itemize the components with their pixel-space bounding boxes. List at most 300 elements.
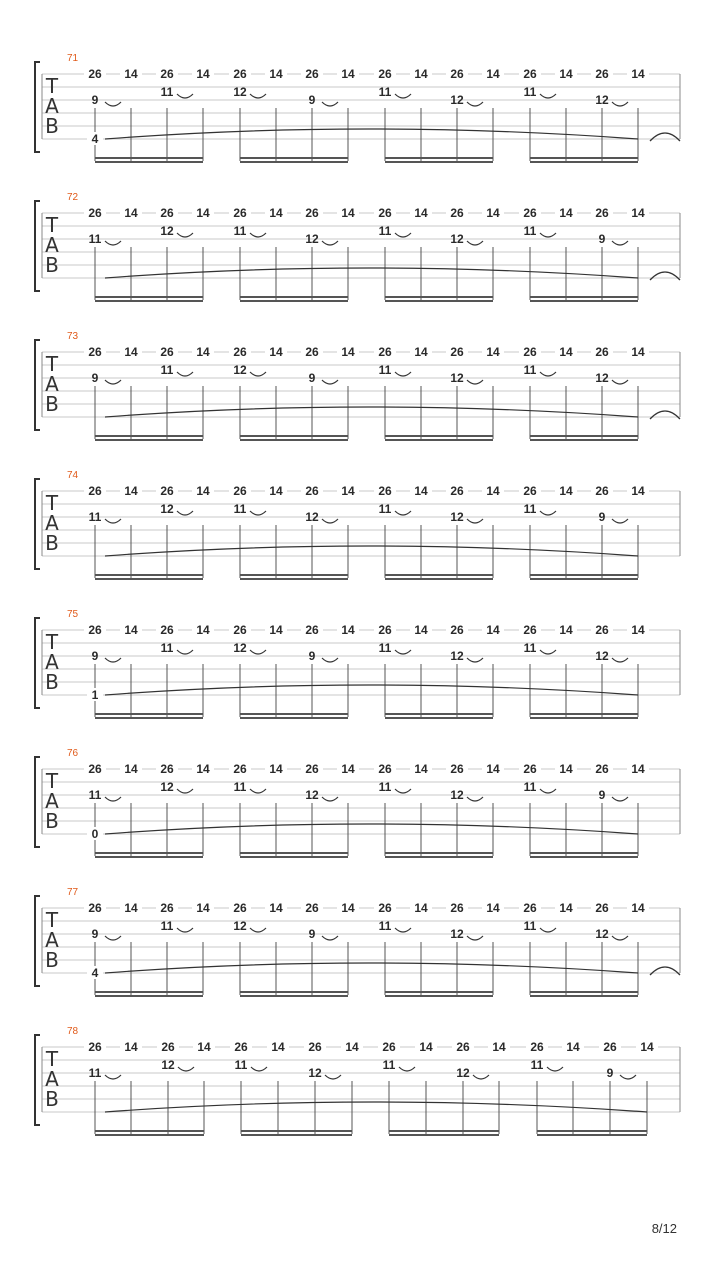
fret-number: 14 bbox=[631, 67, 645, 81]
fret-number: 26 bbox=[378, 206, 392, 220]
legato-arc bbox=[250, 233, 266, 237]
fret-number: 14 bbox=[631, 901, 645, 915]
fret-number: 11 bbox=[160, 363, 174, 377]
fret-number: 11 bbox=[88, 788, 102, 802]
fret-number: 26 bbox=[305, 762, 319, 776]
fret-number: 11 bbox=[88, 510, 102, 524]
fret-number: 26 bbox=[308, 1040, 322, 1054]
tab-system bbox=[35, 1026, 680, 1135]
tie-curve bbox=[105, 546, 638, 556]
legato-arc bbox=[395, 928, 411, 932]
fret-number: 26 bbox=[233, 901, 247, 915]
fret-number: 26 bbox=[88, 762, 102, 776]
fret-number: 26 bbox=[523, 67, 537, 81]
legato-arc bbox=[540, 928, 556, 932]
tab-system bbox=[35, 192, 680, 301]
tab-clef-letter: A bbox=[45, 94, 59, 118]
fret-number: 26 bbox=[305, 901, 319, 915]
fret-number: 14 bbox=[124, 484, 138, 498]
tab-clef-letter: A bbox=[45, 372, 59, 396]
legato-arc bbox=[322, 658, 338, 662]
fret-number: 26 bbox=[378, 762, 392, 776]
fret-number: 14 bbox=[559, 623, 573, 637]
fret-number: 26 bbox=[450, 762, 464, 776]
tab-clef-letter: B bbox=[45, 670, 59, 694]
tab-clef-letter: B bbox=[45, 392, 59, 416]
fret-number: 14 bbox=[566, 1040, 580, 1054]
tab-clef-letter: B bbox=[45, 253, 59, 277]
tab-clef-letter: A bbox=[45, 650, 59, 674]
fret-number: 26 bbox=[233, 67, 247, 81]
fret-number: 12 bbox=[450, 788, 464, 802]
fret-number: 11 bbox=[160, 919, 174, 933]
legato-arc bbox=[322, 936, 338, 940]
fret-number: 26 bbox=[233, 762, 247, 776]
fret-number: 14 bbox=[196, 206, 210, 220]
fret-number: 11 bbox=[378, 85, 392, 99]
staff-bracket bbox=[35, 618, 40, 708]
tie-curve bbox=[105, 963, 638, 973]
legato-arc bbox=[612, 936, 628, 940]
fret-number: 11 bbox=[378, 224, 392, 238]
legato-arc bbox=[251, 1067, 267, 1071]
legato-arc bbox=[620, 1075, 636, 1079]
legato-arc bbox=[540, 789, 556, 793]
fret-number: 12 bbox=[305, 788, 319, 802]
fret-number: 26 bbox=[233, 484, 247, 498]
legato-arc bbox=[399, 1067, 415, 1071]
tab-clef-letter: B bbox=[45, 114, 59, 138]
fret-number: 12 bbox=[450, 232, 464, 246]
fret-number: 12 bbox=[456, 1066, 470, 1080]
fret-number: 14 bbox=[341, 484, 355, 498]
fret-number: 26 bbox=[530, 1040, 544, 1054]
fret-number: 26 bbox=[378, 67, 392, 81]
fret-number: 26 bbox=[378, 623, 392, 637]
fret-number: 26 bbox=[88, 345, 102, 359]
fret-number: 11 bbox=[378, 363, 392, 377]
fret-number: 11 bbox=[523, 224, 537, 238]
fret-number: 26 bbox=[523, 623, 537, 637]
legato-arc bbox=[467, 658, 483, 662]
tab-clef-letter: B bbox=[45, 948, 59, 972]
legato-arc bbox=[105, 519, 121, 523]
fret-number: 12 bbox=[161, 1058, 175, 1072]
fret-number: 26 bbox=[160, 762, 174, 776]
bass-fret-number: 1 bbox=[91, 688, 99, 702]
fret-number: 14 bbox=[124, 345, 138, 359]
fret-number: 14 bbox=[345, 1040, 359, 1054]
fret-number: 26 bbox=[160, 484, 174, 498]
staff-bracket bbox=[35, 479, 40, 569]
tab-clef-letter: T bbox=[45, 74, 59, 98]
legato-arc bbox=[177, 233, 193, 237]
fret-number: 14 bbox=[196, 67, 210, 81]
fret-number: 14 bbox=[631, 345, 645, 359]
tab-clef-letter: T bbox=[45, 630, 59, 654]
staff-bracket bbox=[35, 1035, 40, 1125]
fret-number: 26 bbox=[382, 1040, 396, 1054]
tie-curve bbox=[105, 1102, 647, 1112]
tie-curve bbox=[105, 268, 638, 278]
legato-arc bbox=[612, 102, 628, 106]
fret-number: 26 bbox=[595, 623, 609, 637]
fret-number: 12 bbox=[595, 927, 609, 941]
measure-number: 77 bbox=[67, 887, 79, 898]
fret-number: 26 bbox=[523, 345, 537, 359]
tie-curve bbox=[105, 685, 638, 695]
fret-number: 12 bbox=[160, 780, 174, 794]
fret-number: 26 bbox=[456, 1040, 470, 1054]
tie-end-curve bbox=[650, 411, 680, 419]
fret-number: 11 bbox=[378, 641, 392, 655]
fret-number: 11 bbox=[378, 780, 392, 794]
tab-clef-letter: A bbox=[45, 233, 59, 257]
fret-number: 26 bbox=[595, 345, 609, 359]
legato-arc bbox=[467, 936, 483, 940]
fret-number: 26 bbox=[305, 484, 319, 498]
fret-number: 12 bbox=[233, 919, 247, 933]
bass-fret-number: 0 bbox=[91, 827, 99, 841]
tab-system bbox=[35, 470, 680, 579]
fret-number: 12 bbox=[450, 93, 464, 107]
legato-arc bbox=[540, 372, 556, 376]
legato-arc bbox=[467, 102, 483, 106]
fret-number: 26 bbox=[523, 484, 537, 498]
fret-number: 9 bbox=[91, 649, 99, 663]
fret-number: 14 bbox=[631, 762, 645, 776]
legato-arc bbox=[322, 519, 338, 523]
fret-number: 14 bbox=[124, 901, 138, 915]
fret-number: 9 bbox=[598, 232, 606, 246]
legato-arc bbox=[395, 94, 411, 98]
fret-number: 14 bbox=[486, 901, 500, 915]
tab-clef-letter: A bbox=[45, 1067, 59, 1091]
fret-number: 14 bbox=[124, 206, 138, 220]
legato-arc bbox=[177, 511, 193, 515]
fret-number: 9 bbox=[91, 93, 99, 107]
fret-number: 26 bbox=[450, 484, 464, 498]
legato-arc bbox=[177, 789, 193, 793]
staff-bracket bbox=[35, 757, 40, 847]
fret-number: 26 bbox=[595, 762, 609, 776]
fret-number: 26 bbox=[233, 206, 247, 220]
tab-system bbox=[35, 748, 680, 857]
measure-number: 71 bbox=[67, 53, 79, 64]
fret-number: 11 bbox=[233, 224, 247, 238]
fret-number: 14 bbox=[414, 206, 428, 220]
fret-number: 11 bbox=[523, 919, 537, 933]
page-number: 8/12 bbox=[651, 1221, 677, 1236]
legato-arc bbox=[473, 1075, 489, 1079]
staff-bracket bbox=[35, 62, 40, 152]
measure-number: 74 bbox=[67, 470, 79, 481]
fret-number: 14 bbox=[341, 206, 355, 220]
fret-number: 14 bbox=[414, 901, 428, 915]
fret-number: 14 bbox=[269, 67, 283, 81]
fret-number: 14 bbox=[124, 67, 138, 81]
fret-number: 11 bbox=[233, 780, 247, 794]
fret-number: 14 bbox=[631, 623, 645, 637]
tie-curve bbox=[105, 129, 638, 139]
fret-number: 14 bbox=[559, 206, 573, 220]
legato-arc bbox=[105, 1075, 121, 1079]
fret-number: 26 bbox=[160, 345, 174, 359]
measure-number: 72 bbox=[67, 192, 79, 203]
fret-number: 26 bbox=[88, 623, 102, 637]
fret-number: 14 bbox=[486, 206, 500, 220]
tab-system bbox=[35, 331, 680, 440]
fret-number: 26 bbox=[160, 901, 174, 915]
fret-number: 26 bbox=[88, 901, 102, 915]
fret-number: 14 bbox=[269, 484, 283, 498]
fret-number: 12 bbox=[305, 510, 319, 524]
legato-arc bbox=[250, 928, 266, 932]
legato-arc bbox=[177, 372, 193, 376]
tab-clef-letter: T bbox=[45, 769, 59, 793]
fret-number: 11 bbox=[523, 363, 537, 377]
legato-arc bbox=[395, 789, 411, 793]
fret-number: 11 bbox=[88, 1066, 102, 1080]
tab-clef-letter: A bbox=[45, 511, 59, 535]
fret-number: 14 bbox=[559, 484, 573, 498]
fret-number: 14 bbox=[559, 762, 573, 776]
fret-number: 11 bbox=[530, 1058, 544, 1072]
tab-system bbox=[35, 609, 680, 718]
legato-arc bbox=[322, 102, 338, 106]
fret-number: 12 bbox=[305, 232, 319, 246]
legato-arc bbox=[540, 94, 556, 98]
fret-number: 9 bbox=[308, 93, 316, 107]
legato-arc bbox=[322, 797, 338, 801]
fret-number: 26 bbox=[88, 67, 102, 81]
fret-number: 26 bbox=[595, 67, 609, 81]
fret-number: 14 bbox=[631, 484, 645, 498]
fret-number: 12 bbox=[450, 510, 464, 524]
fret-number: 26 bbox=[450, 901, 464, 915]
tab-system bbox=[35, 887, 680, 996]
fret-number: 26 bbox=[305, 623, 319, 637]
legato-arc bbox=[395, 233, 411, 237]
tie-end-curve bbox=[650, 272, 680, 280]
fret-number: 14 bbox=[419, 1040, 433, 1054]
measure-number: 75 bbox=[67, 609, 79, 620]
legato-arc bbox=[395, 511, 411, 515]
legato-arc bbox=[612, 380, 628, 384]
legato-arc bbox=[467, 797, 483, 801]
fret-number: 12 bbox=[450, 371, 464, 385]
measure-number: 78 bbox=[67, 1026, 79, 1037]
legato-arc bbox=[325, 1075, 341, 1079]
fret-number: 11 bbox=[233, 502, 247, 516]
fret-number: 11 bbox=[523, 85, 537, 99]
fret-number: 26 bbox=[450, 345, 464, 359]
fret-number: 11 bbox=[160, 85, 174, 99]
legato-arc bbox=[540, 233, 556, 237]
fret-number: 14 bbox=[124, 1040, 138, 1054]
tie-end-curve bbox=[650, 133, 680, 141]
fret-number: 14 bbox=[269, 345, 283, 359]
fret-number: 14 bbox=[269, 762, 283, 776]
fret-number: 26 bbox=[523, 762, 537, 776]
fret-number: 14 bbox=[196, 623, 210, 637]
fret-number: 12 bbox=[233, 85, 247, 99]
fret-number: 14 bbox=[269, 901, 283, 915]
fret-number: 12 bbox=[450, 649, 464, 663]
tie-end-curve bbox=[650, 967, 680, 975]
fret-number: 12 bbox=[595, 93, 609, 107]
legato-arc bbox=[322, 380, 338, 384]
fret-number: 26 bbox=[595, 901, 609, 915]
legato-arc bbox=[250, 94, 266, 98]
fret-number: 11 bbox=[234, 1058, 248, 1072]
staff-bracket bbox=[35, 201, 40, 291]
bass-fret-number: 4 bbox=[91, 132, 99, 146]
fret-number: 11 bbox=[378, 919, 392, 933]
fret-number: 14 bbox=[196, 901, 210, 915]
legato-arc bbox=[612, 519, 628, 523]
fret-number: 26 bbox=[233, 623, 247, 637]
fret-number: 14 bbox=[414, 762, 428, 776]
fret-number: 14 bbox=[269, 623, 283, 637]
fret-number: 26 bbox=[595, 206, 609, 220]
legato-arc bbox=[540, 650, 556, 654]
legato-arc bbox=[105, 380, 121, 384]
fret-number: 14 bbox=[341, 901, 355, 915]
fret-number: 14 bbox=[271, 1040, 285, 1054]
fret-number: 26 bbox=[160, 206, 174, 220]
legato-arc bbox=[612, 797, 628, 801]
legato-arc bbox=[540, 511, 556, 515]
fret-number: 14 bbox=[414, 67, 428, 81]
legato-arc bbox=[105, 797, 121, 801]
legato-arc bbox=[105, 102, 121, 106]
legato-arc bbox=[547, 1067, 563, 1071]
tab-clef-letter: B bbox=[45, 1087, 59, 1111]
fret-number: 14 bbox=[414, 623, 428, 637]
fret-number: 12 bbox=[450, 927, 464, 941]
fret-number: 14 bbox=[486, 484, 500, 498]
fret-number: 14 bbox=[559, 345, 573, 359]
legato-arc bbox=[250, 650, 266, 654]
tie-curve bbox=[105, 407, 638, 417]
tab-clef-letter: T bbox=[45, 491, 59, 515]
fret-number: 26 bbox=[378, 345, 392, 359]
fret-number: 12 bbox=[595, 649, 609, 663]
fret-number: 9 bbox=[91, 927, 99, 941]
fret-number: 11 bbox=[523, 780, 537, 794]
legato-arc bbox=[178, 1067, 194, 1071]
legato-arc bbox=[105, 241, 121, 245]
fret-number: 14 bbox=[341, 762, 355, 776]
fret-number: 12 bbox=[595, 371, 609, 385]
fret-number: 14 bbox=[196, 484, 210, 498]
legato-arc bbox=[177, 928, 193, 932]
legato-arc bbox=[250, 372, 266, 376]
fret-number: 26 bbox=[160, 67, 174, 81]
fret-number: 11 bbox=[378, 502, 392, 516]
fret-number: 14 bbox=[341, 623, 355, 637]
fret-number: 26 bbox=[450, 623, 464, 637]
fret-number: 9 bbox=[598, 510, 606, 524]
tab-system bbox=[35, 53, 680, 162]
fret-number: 26 bbox=[450, 67, 464, 81]
tab-clef-letter: A bbox=[45, 789, 59, 813]
fret-number: 26 bbox=[233, 345, 247, 359]
fret-number: 9 bbox=[606, 1066, 614, 1080]
fret-number: 26 bbox=[595, 484, 609, 498]
fret-number: 12 bbox=[233, 641, 247, 655]
legato-arc bbox=[105, 658, 121, 662]
tab-clef-letter: A bbox=[45, 928, 59, 952]
fret-number: 26 bbox=[305, 345, 319, 359]
fret-number: 9 bbox=[91, 371, 99, 385]
tab-clef-letter: T bbox=[45, 1047, 59, 1071]
tab-clef-letter: T bbox=[45, 908, 59, 932]
fret-number: 14 bbox=[341, 67, 355, 81]
fret-number: 14 bbox=[486, 67, 500, 81]
fret-number: 26 bbox=[523, 901, 537, 915]
fret-number: 9 bbox=[598, 788, 606, 802]
fret-number: 14 bbox=[492, 1040, 506, 1054]
fret-number: 26 bbox=[378, 484, 392, 498]
fret-number: 11 bbox=[382, 1058, 396, 1072]
fret-number: 26 bbox=[378, 901, 392, 915]
tab-clef-letter: B bbox=[45, 809, 59, 833]
fret-number: 26 bbox=[88, 484, 102, 498]
legato-arc bbox=[395, 650, 411, 654]
fret-number: 9 bbox=[308, 927, 316, 941]
fret-number: 14 bbox=[414, 345, 428, 359]
legato-arc bbox=[467, 241, 483, 245]
legato-arc bbox=[177, 650, 193, 654]
legato-arc bbox=[322, 241, 338, 245]
fret-number: 14 bbox=[486, 762, 500, 776]
measure-number: 76 bbox=[67, 748, 79, 759]
fret-number: 12 bbox=[160, 502, 174, 516]
fret-number: 26 bbox=[305, 206, 319, 220]
legato-arc bbox=[467, 380, 483, 384]
fret-number: 14 bbox=[196, 345, 210, 359]
staff-bracket bbox=[35, 896, 40, 986]
legato-arc bbox=[612, 658, 628, 662]
fret-number: 12 bbox=[308, 1066, 322, 1080]
tie-curve bbox=[105, 824, 638, 834]
legato-arc bbox=[250, 789, 266, 793]
fret-number: 26 bbox=[88, 206, 102, 220]
measure-number: 73 bbox=[67, 331, 79, 342]
fret-number: 14 bbox=[486, 623, 500, 637]
fret-number: 14 bbox=[414, 484, 428, 498]
legato-arc bbox=[395, 372, 411, 376]
tab-clef-letter: T bbox=[45, 352, 59, 376]
bass-fret-number: 4 bbox=[91, 966, 99, 980]
tab-clef-letter: B bbox=[45, 531, 59, 555]
legato-arc bbox=[250, 511, 266, 515]
fret-number: 26 bbox=[160, 623, 174, 637]
fret-number: 14 bbox=[559, 901, 573, 915]
fret-number: 26 bbox=[450, 206, 464, 220]
legato-arc bbox=[177, 94, 193, 98]
fret-number: 26 bbox=[234, 1040, 248, 1054]
fret-number: 14 bbox=[640, 1040, 654, 1054]
fret-number: 26 bbox=[88, 1040, 102, 1054]
fret-number: 14 bbox=[196, 762, 210, 776]
fret-number: 14 bbox=[197, 1040, 211, 1054]
fret-number: 14 bbox=[124, 762, 138, 776]
fret-number: 14 bbox=[341, 345, 355, 359]
tab-clef-letter: T bbox=[45, 213, 59, 237]
